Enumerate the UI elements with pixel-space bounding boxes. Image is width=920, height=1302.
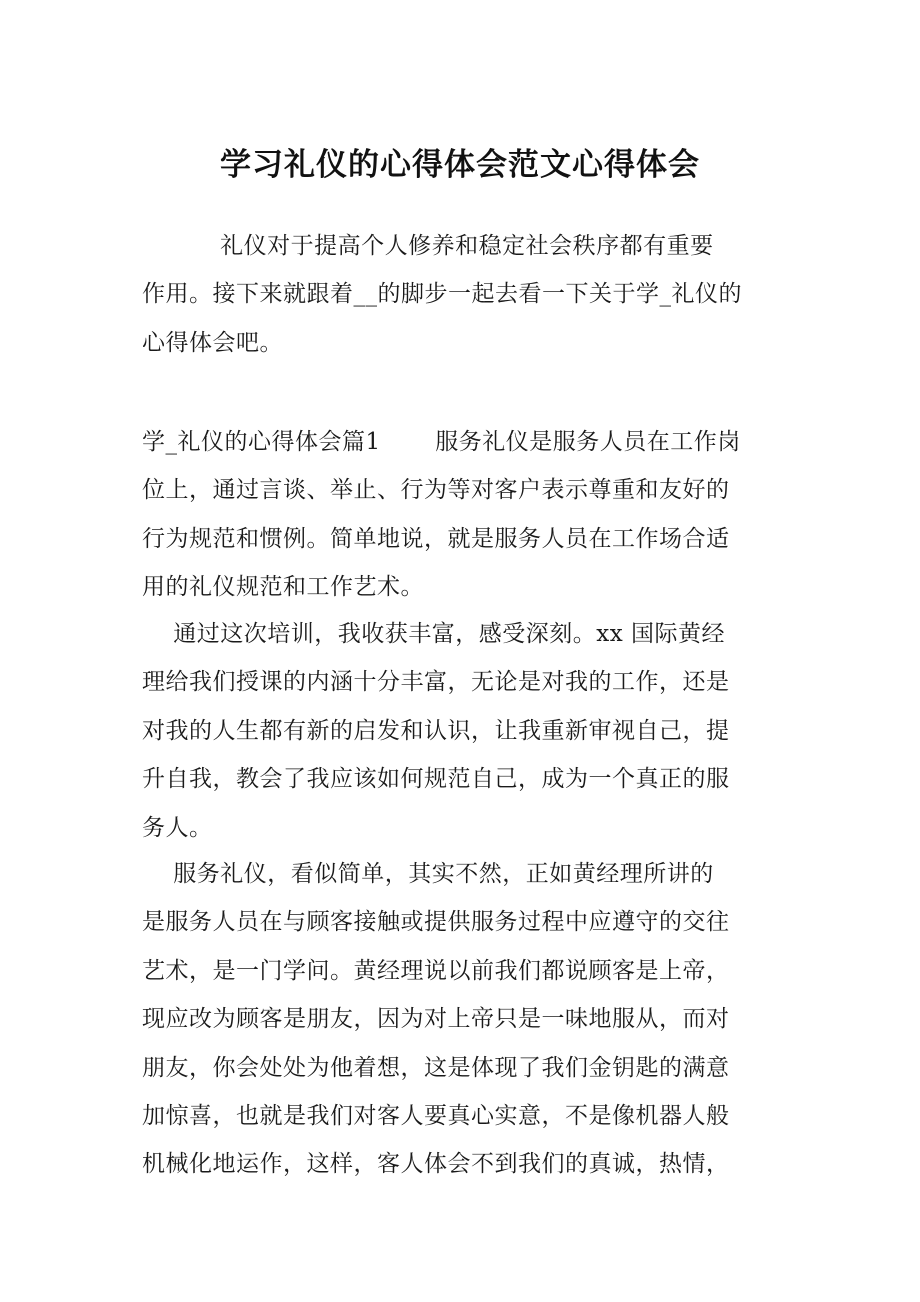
text-line: 对我的人生都有新的启发和认识，让我重新审视自己，提: [142, 717, 730, 744]
text-line: 机械化地运作，这样，客人体会不到我们的真诚，热情，: [142, 1151, 730, 1178]
text-line: 学_礼仪的心得体会篇1 服务礼仪是服务人员在工作岗: [142, 429, 741, 455]
text-line: 加惊喜，也就是我们对客人要真心实意，不是像机器人般: [142, 1102, 730, 1129]
text-line: 是服务人员在与顾客接触或提供服务过程中应遵守的交往: [142, 909, 730, 936]
text-line: 理给我们授课的内涵十分丰富，无论是对我的工作，还是: [142, 669, 730, 696]
text-line: 礼仪对于提高个人修养和稳定社会秩序都有重要: [142, 233, 714, 259]
text-line: 现应改为顾客是朋友，因为对上帝只是一味地服从，而对: [142, 1006, 730, 1033]
text-line: 艺术，是一门学问。黄经理说以前我们都说顾客是上帝，: [142, 957, 730, 984]
text-line: 服务礼仪，看似简单，其实不然，正如黄经理所讲的: [142, 861, 714, 887]
text-line: 位上，通过言谈、举止、行为等对客户表示尊重和友好的: [142, 477, 730, 504]
intro-paragraph: [142, 222, 778, 367]
text-line: 朋友，你会处处为他着想，这是体现了我们金钥匙的满意: [142, 1054, 730, 1081]
document-title: 学习礼仪的心得体会范文心得体会: [220, 147, 700, 183]
text-line: 通过这次培训，我收获丰富，感受深刻。xx 国际黄经: [142, 621, 725, 647]
text-line: 心得体会吧。: [142, 329, 283, 356]
text-line: 行为规范和惯例。简单地说，就是服务人员在工作场合适: [142, 525, 730, 552]
paragraph-1: [142, 418, 778, 612]
paragraph-3: [142, 850, 778, 1189]
text-line: 务人。: [142, 814, 213, 841]
text-line: 升自我，教会了我应该如何规范自己，成为一个真正的服: [142, 766, 730, 793]
text-line: 用的礼仪规范和工作艺术。: [142, 574, 424, 601]
text-line: 作用。接下来就跟着__的脚步一起去看一下关于学_礼仪的: [142, 281, 742, 308]
paragraph-2: [142, 610, 778, 852]
